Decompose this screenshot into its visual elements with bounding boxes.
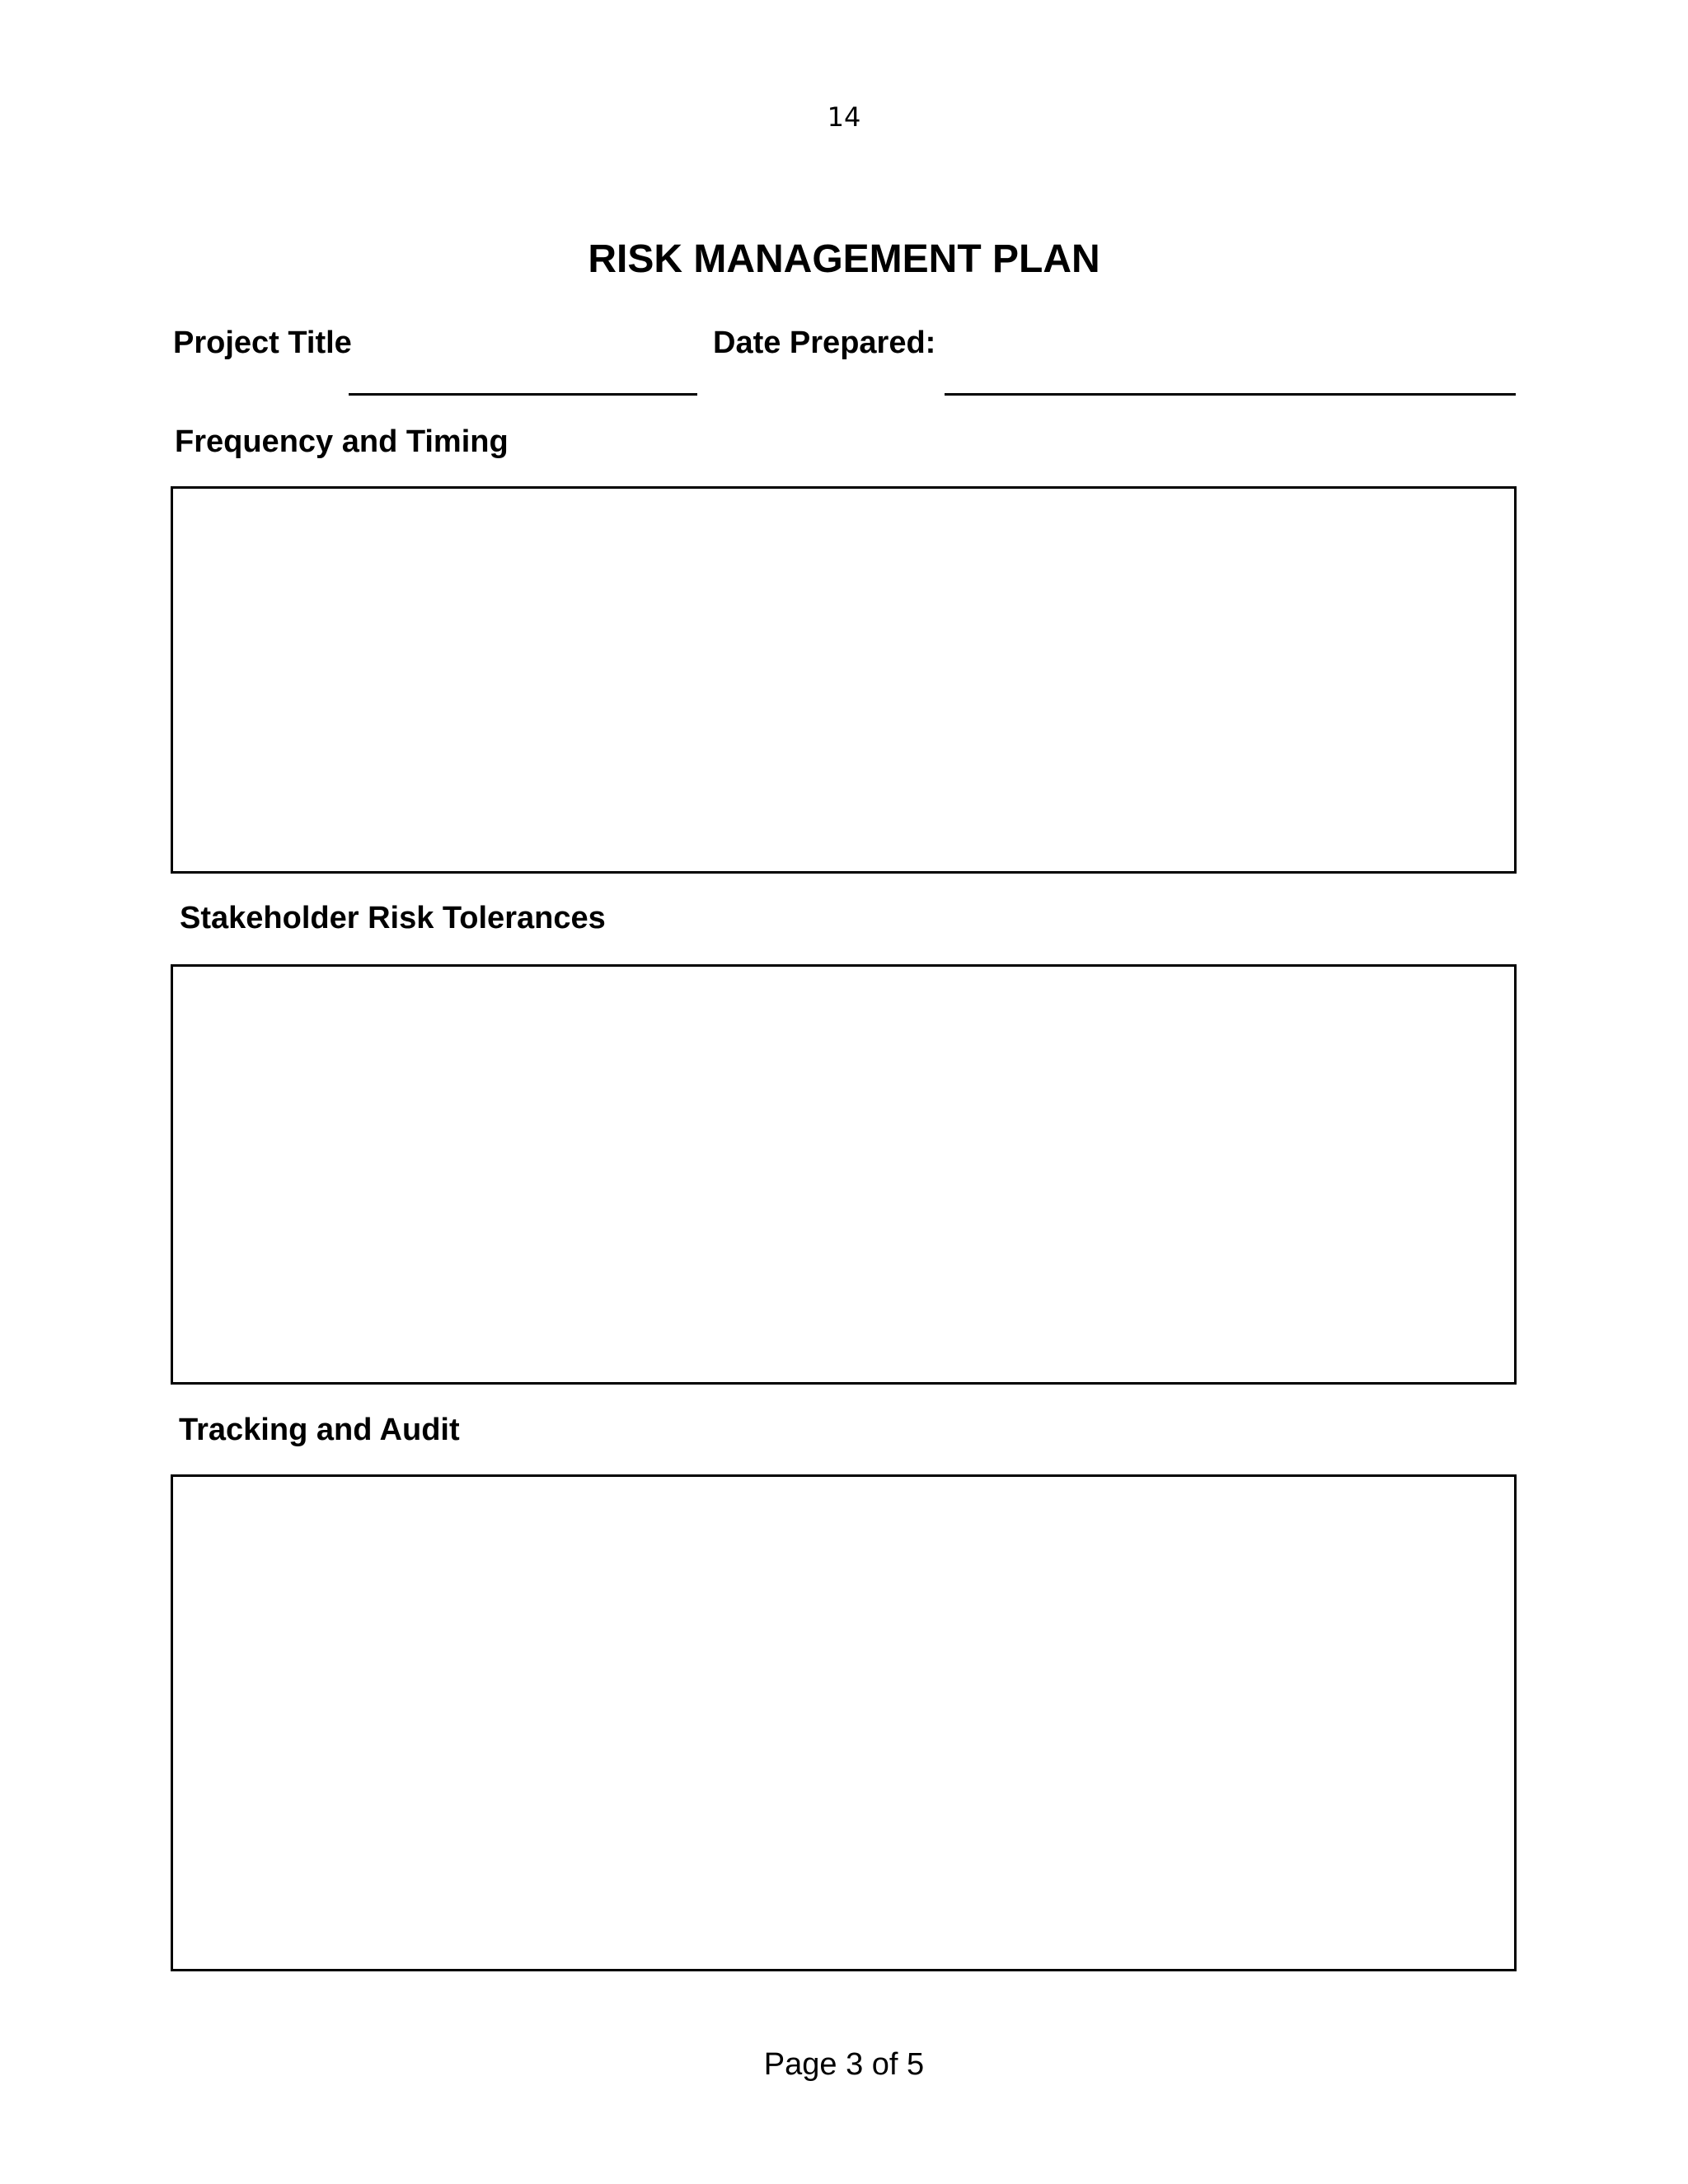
date-prepared-field[interactable] [945, 393, 1516, 396]
date-prepared-label: Date Prepared: [713, 326, 936, 360]
page-footer: Page 3 of 5 [763, 2047, 925, 2082]
project-title-label: Project Title [173, 326, 352, 360]
section-heading-stakeholder-risk-tolerances: Stakeholder Risk Tolerances [180, 901, 606, 935]
page-number: 14 [827, 101, 861, 133]
project-title-field[interactable] [349, 393, 697, 396]
section-heading-frequency-timing: Frequency and Timing [175, 424, 509, 459]
frequency-timing-textbox[interactable] [171, 486, 1517, 874]
stakeholder-risk-tolerances-textbox[interactable] [171, 964, 1517, 1385]
tracking-audit-textbox[interactable] [171, 1474, 1517, 1971]
document-title: RISK MANAGEMENT PLAN [588, 237, 1100, 281]
section-heading-tracking-audit: Tracking and Audit [179, 1413, 460, 1447]
